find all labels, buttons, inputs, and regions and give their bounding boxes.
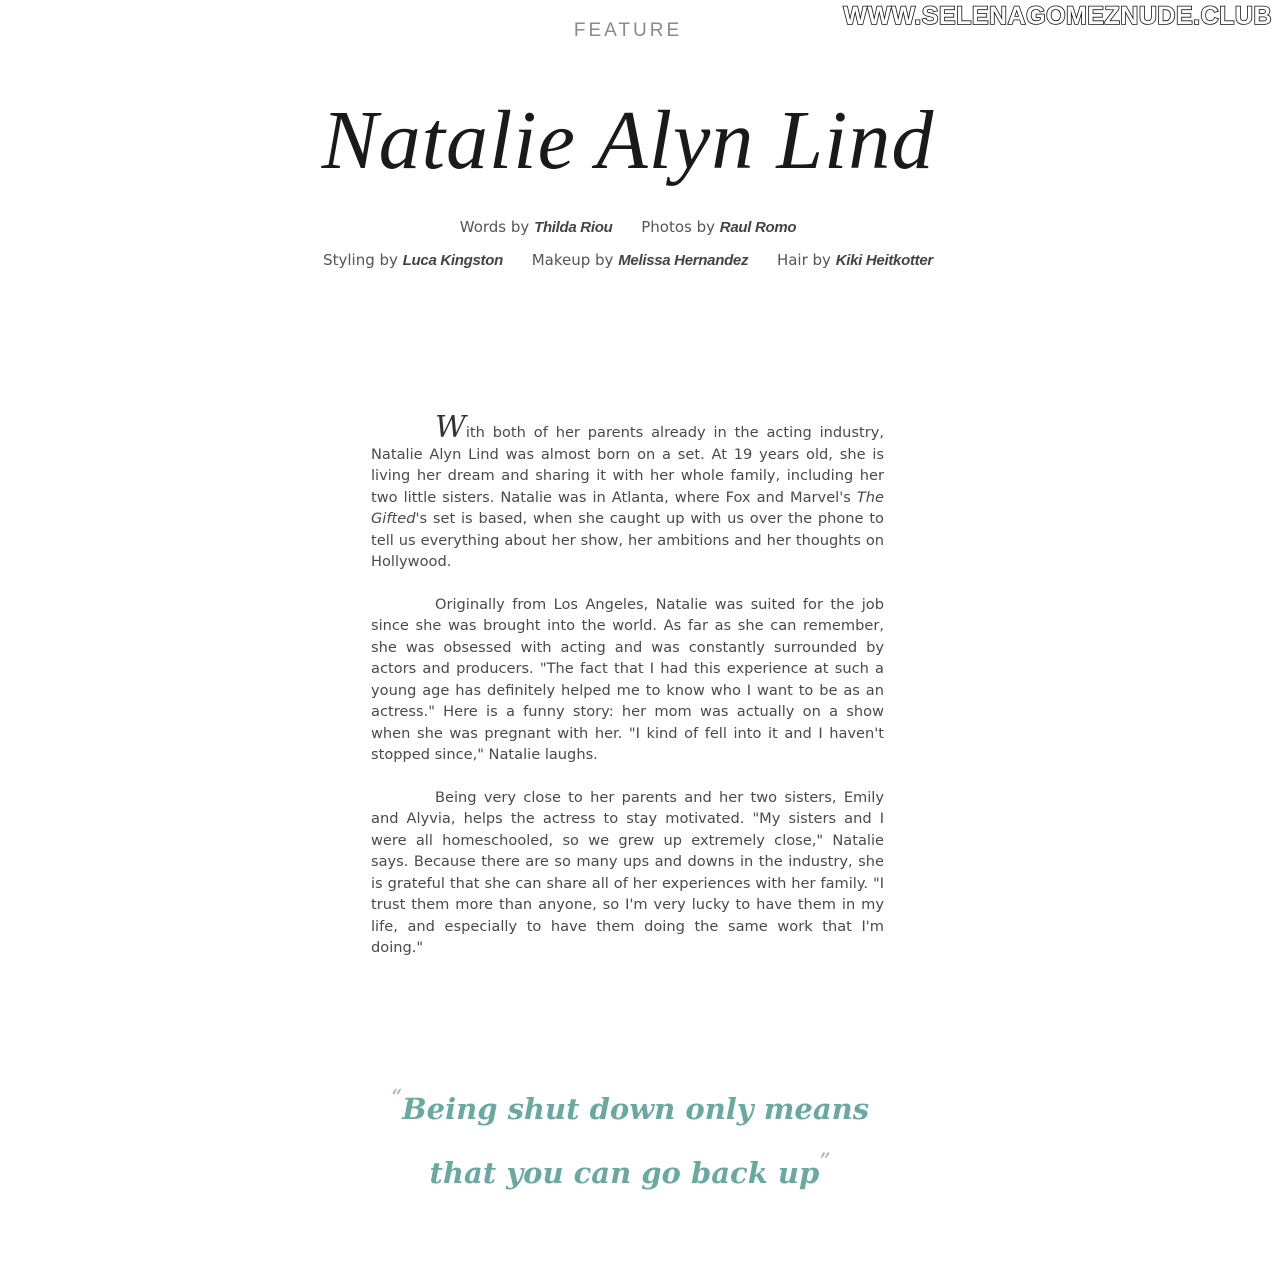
pull-quote: [380, 1072, 880, 1200]
credit-name: Luca Kingston: [402, 252, 503, 269]
credit-role: Hair by: [776, 251, 831, 269]
credit-role: Words by: [459, 218, 530, 236]
pull-quote-text-1: Being shut down only means: [402, 1092, 870, 1126]
credit-styling: [323, 251, 503, 269]
credit-hair: [777, 251, 933, 269]
credit-photos: [641, 218, 796, 236]
open-quote-mark: “: [390, 1086, 403, 1111]
article-body: [371, 410, 884, 980]
credit-name: Kiki Heitkotter: [835, 252, 933, 269]
credits-row-2: [0, 251, 1256, 269]
show-title: The Gifted: [371, 488, 884, 527]
section-label: FEATURE: [573, 20, 683, 41]
paragraph-1-end: 's set is based, when she caught up with us over the phone to tell us everything about her show, her ambitions and her thoughts on Hollywood.: [371, 510, 884, 570]
pull-quote-line-1: [380, 1072, 880, 1136]
pull-quote-line-2: [380, 1136, 880, 1200]
credit-role: Photos by: [641, 218, 715, 236]
credit-name: Raul Romo: [719, 219, 797, 236]
paragraph-1-text: ith both of her parents already in the acting industry, Natalie Alyn Lind was almost born on a set. At 19 years old, she is living her dream and sharing it with her whole family, including her two little sisters. Natalie was in Atlanta, where Fox and Marvel's: [371, 424, 884, 506]
credit-role: Makeup by: [531, 251, 614, 269]
watermark-url: WWW.SELENAGOMEZNUDE.CLUB: [843, 2, 1272, 30]
paragraph-3: Being very close to her parents and her two sisters, Emily and Alyvia, helps the actress to stay motivated. "My sisters and I were all homeschooled, so we grew up extremely close," Natalie says. Because there are so many ups and downs in the industry, she is grateful that she can share all of her experiences with her family. "I trust them more than anyone, so I'm very lucky to have them in my life, and especially to have them doing the same work that I'm doing.": [371, 788, 884, 956]
credit-name: Thilda Riou: [534, 219, 613, 236]
article-title: Natalie Alyn Lind: [321, 94, 935, 187]
credit-makeup: [532, 251, 748, 269]
credits-row-1: [0, 218, 1256, 236]
paragraph-2: Originally from Los Angeles, Natalie was suited for the job since she was brought into the world. As far as she can remember, she was obsessed with acting and was constantly surrounded by actors and producers. "The fact that I had this experience at such a young age has definitely helped me to know who I want to be as an actress." Here is a funny story: her mom was actually on a show when she was pregnant with her. "I kind of fell into it and I haven't stopped since," Natalie laughs.: [371, 595, 884, 763]
paragraph-1: [371, 410, 884, 573]
pull-quote-text-2: that you can go back up: [429, 1156, 820, 1190]
drop-cap: W: [435, 410, 466, 445]
close-quote-mark: ”: [819, 1150, 831, 1175]
credit-name: Melissa Hernandez: [618, 252, 749, 269]
credit-role: Styling by: [323, 251, 398, 269]
credit-words: [460, 218, 613, 236]
